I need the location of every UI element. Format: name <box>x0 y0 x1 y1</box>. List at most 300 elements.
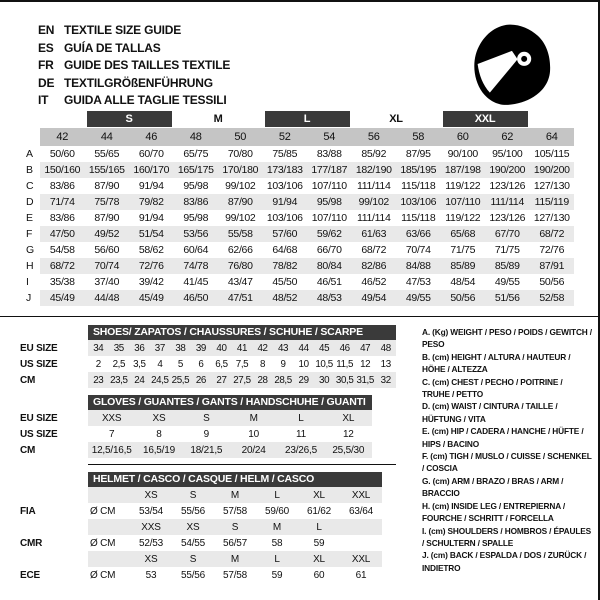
helmet-standard-label: CMR <box>20 537 43 549</box>
measurement-cell: 60/70 <box>138 148 164 160</box>
measurement-row <box>22 162 574 178</box>
section-cell: 2,5 <box>112 358 125 370</box>
measurement-cell: 95/98 <box>183 212 209 224</box>
section-title-row <box>20 471 398 487</box>
section-row <box>20 372 398 388</box>
helmet-size-header: XXL <box>351 553 371 565</box>
measurement-cell: 48/52 <box>272 292 298 304</box>
legend-item: C. (cm) CHEST / PECHO / POITRINE / TRUHE / PETTO <box>422 376 563 400</box>
language-title: TEXTILE SIZE GUIDE <box>64 23 182 37</box>
measurement-cell: 51/54 <box>138 228 164 240</box>
section-cell: S <box>203 412 210 424</box>
size-column-header: 52 <box>278 131 291 143</box>
measurement-cell: 59/62 <box>316 228 342 240</box>
measurement-cell: 65/68 <box>450 228 476 240</box>
language-code: DE <box>38 75 55 90</box>
section-cell: 2 <box>95 358 101 370</box>
measurement-cell: 105/115 <box>534 148 570 160</box>
measurement-row-label: A <box>26 148 33 160</box>
measurement-cell: 61/63 <box>361 228 387 240</box>
section-row-label: EU SIZE <box>20 342 58 354</box>
measurement-cell: 91/94 <box>138 212 164 224</box>
measurement-cell: 103/106 <box>266 212 303 224</box>
section-cell: 11,5 <box>336 358 354 370</box>
helmet-value-cell: 63/64 <box>348 505 374 517</box>
measurement-cell: 64/68 <box>272 244 298 256</box>
measurement-cell: 80/84 <box>316 260 342 272</box>
accessory-tables <box>20 324 398 589</box>
measurement-cell: 103/106 <box>400 196 437 208</box>
language-title-list <box>38 16 230 106</box>
measurement-row-label: C <box>26 180 34 192</box>
section-title-row <box>20 394 398 410</box>
textile-size-table <box>22 110 574 306</box>
measurement-cell: 111/114 <box>356 180 391 192</box>
language-row <box>38 92 230 110</box>
measurement-row-label: F <box>26 228 33 240</box>
language-row <box>38 57 230 75</box>
section-cell: 25,5/30 <box>332 444 365 456</box>
measurement-cell: 49/52 <box>94 228 120 240</box>
section-cell: M <box>249 412 258 424</box>
section-row-label: US SIZE <box>20 358 58 370</box>
size-number-row <box>22 128 574 146</box>
measurement-cell: 115/118 <box>401 212 436 224</box>
measurement-row <box>22 258 574 274</box>
measurement-cell: 87/91 <box>539 260 565 272</box>
measurement-cell: 85/92 <box>361 148 387 160</box>
measurement-cells <box>40 178 574 194</box>
section-cell: 24 <box>134 374 145 386</box>
measurement-cell: 75/78 <box>94 196 120 208</box>
section-cell: 47 <box>360 342 371 354</box>
section-row-label: CM <box>20 444 36 456</box>
measurement-cell: 95/98 <box>183 180 209 192</box>
measurement-cell: 87/90 <box>227 196 253 208</box>
measurement-cell: 65/75 <box>183 148 209 160</box>
measurement-cell: 68/72 <box>361 244 387 256</box>
measurement-cell: 46/50 <box>183 292 209 304</box>
measurement-row-label: G <box>26 244 34 256</box>
helmet-value-cell: 60 <box>313 569 325 581</box>
measurement-cell: 87/90 <box>94 180 120 192</box>
helmet-value-cells <box>88 567 382 583</box>
measurement-cell: 74/78 <box>183 260 209 272</box>
measurement-cell: 99/102 <box>358 196 389 208</box>
measurement-cell: 150/160 <box>44 164 81 176</box>
section-row-cells <box>88 442 372 458</box>
measurement-cell: 48/53 <box>316 292 342 304</box>
legend-item: A. (Kg) WEIGHT / PESO / POIDS / GEWITCH / PESO <box>422 327 592 350</box>
section-cell: 12,5/16,5 <box>91 444 132 456</box>
measurement-cells <box>40 146 574 162</box>
diameter-unit-label: Ø CM <box>90 569 116 581</box>
measurement-cell: 49/54 <box>361 292 387 304</box>
legend-item: F. (cm) TIGH / MUSLO / CUISSE / SCHENKEL / COSCIA <box>422 451 592 474</box>
measurement-cell: 58/62 <box>138 244 164 256</box>
measurement-cell: 87/90 <box>94 212 120 224</box>
measurement-cell: 83/86 <box>183 196 209 208</box>
section-cell: 26 <box>195 374 206 386</box>
section-cell: 45 <box>319 342 330 354</box>
size-number-cells <box>40 128 574 146</box>
helmet-size-row <box>20 551 398 567</box>
measurement-cell: 45/49 <box>49 292 75 304</box>
measurement-cell: 84/88 <box>405 260 431 272</box>
measurement-cell: 170/180 <box>222 164 259 176</box>
size-band-spacer <box>40 111 83 127</box>
helmet-value-cell: 55/56 <box>180 505 206 517</box>
section-cell: 23,5 <box>110 374 128 386</box>
measurement-cell: 55/65 <box>94 148 120 160</box>
section-cell: XS <box>152 412 166 424</box>
measurement-cell: 91/94 <box>138 180 164 192</box>
size-column-header: 48 <box>189 131 202 143</box>
shoes-title: SHOES/ ZAPATOS / CHAUSSURES / SCHUHE / SCARPE <box>88 325 396 340</box>
section-cell: 30 <box>319 374 330 386</box>
measurement-cell: 83/88 <box>316 148 342 160</box>
measurement-cell: 71/75 <box>450 244 476 256</box>
measurement-cell: 111/114 <box>490 196 525 208</box>
measurement-cell: 155/165 <box>88 164 125 176</box>
section-cell: 28,5 <box>274 374 292 386</box>
helmet-size-header: L <box>274 489 280 501</box>
section-cell: 27,5 <box>233 374 251 386</box>
measurement-cells <box>40 162 574 178</box>
section-cell: 23 <box>93 374 104 386</box>
measurement-cell: 46/52 <box>361 276 387 288</box>
helmet-size-header: S <box>189 553 197 565</box>
measurement-cell: 119/122 <box>445 212 481 224</box>
section-cell: 40 <box>216 342 227 354</box>
measurement-cell: 160/170 <box>133 164 170 176</box>
measurement-row <box>22 290 574 306</box>
helmet-value-cell: 57/58 <box>222 505 248 517</box>
helmet-size-header: L <box>274 553 280 565</box>
measurement-cell: 127/130 <box>533 212 570 224</box>
size-column-header: 46 <box>145 131 158 143</box>
measurement-row <box>22 242 574 258</box>
section-cell: 12 <box>360 358 371 370</box>
section-cell: 36 <box>134 342 145 354</box>
measurement-cell: 115/118 <box>401 180 436 192</box>
size-band-xxl: XXL <box>443 111 528 127</box>
measurement-row-label: I <box>26 276 29 288</box>
legend-item: G. (cm) ARM / BRAZO / BRAS / ARM / BRACCIO <box>422 475 564 499</box>
section-row <box>20 356 398 372</box>
section-row-label: EU SIZE <box>20 412 58 424</box>
measurement-row <box>22 194 574 210</box>
helmet-value-row <box>20 567 398 583</box>
gloves-title: GLOVES / GUANTES / GANTS / HANDSCHUHE / GUANTI <box>88 395 372 410</box>
helmet-value-cell: 57/58 <box>222 569 248 581</box>
section-row-cells <box>88 426 372 442</box>
size-band-l: L <box>265 111 350 127</box>
gloves-table <box>20 394 398 458</box>
measurement-cell: 190/200 <box>533 164 570 176</box>
measurement-cell: 107/110 <box>311 180 347 192</box>
measurement-cell: 47/53 <box>405 276 431 288</box>
helmet-value-cell: 61/62 <box>306 505 332 517</box>
measurement-cell: 63/66 <box>405 228 431 240</box>
measurement-cell: 45/50 <box>272 276 298 288</box>
section-cell: 28 <box>257 374 268 386</box>
measurement-cell: 87/95 <box>405 148 431 160</box>
size-column-header: 62 <box>501 131 514 143</box>
measurement-cell: 49/55 <box>494 276 520 288</box>
helmet-size-header: XL <box>313 553 325 565</box>
measurement-cell: 82/86 <box>361 260 387 272</box>
measurement-row-label: J <box>26 292 31 304</box>
helmet-value-row <box>20 503 398 519</box>
language-code: IT <box>38 93 49 107</box>
section-title-row <box>20 324 398 340</box>
language-code: EN <box>38 23 55 37</box>
language-code: ES <box>38 40 54 55</box>
measurement-cell: 50/56 <box>450 292 476 304</box>
section-cell: 18/21,5 <box>190 444 223 456</box>
language-title: GUIDE DES TAILLES TEXTILE <box>64 58 231 72</box>
diameter-unit-label: Ø CM <box>90 505 116 517</box>
measurement-cell: 53/56 <box>183 228 209 240</box>
section-cell: 11 <box>295 428 306 440</box>
language-title: GUIDA ALLE TAGLIE TESSILI <box>64 93 227 107</box>
measurement-cell: 57/60 <box>272 228 298 240</box>
section-cell: 31,5 <box>356 374 374 386</box>
section-cell: XXS <box>101 412 122 424</box>
measurement-cell: 187/198 <box>444 164 481 176</box>
measurement-row <box>22 274 574 290</box>
measurement-cell: 99/102 <box>225 212 256 224</box>
measurement-cell: 123/126 <box>489 180 526 192</box>
section-cell: 38 <box>175 342 186 354</box>
measurement-cell: 68/72 <box>49 260 75 272</box>
measurement-cell: 70/80 <box>227 148 253 160</box>
measurement-cell: 45/49 <box>138 292 164 304</box>
measurement-cell: 50/60 <box>49 148 75 160</box>
helmet-standard-label: ECE <box>20 569 40 581</box>
lower-section <box>0 317 598 589</box>
measurement-row <box>22 178 574 194</box>
section-row <box>20 410 398 426</box>
diameter-unit-label: Ø CM <box>90 537 116 549</box>
measurement-cell: 66/70 <box>316 244 342 256</box>
helmet-size-header: XXL <box>351 489 371 501</box>
measurement-cell: 107/110 <box>311 212 347 224</box>
measurement-cell: 127/130 <box>533 180 570 192</box>
measurement-cell: 56/60 <box>94 244 120 256</box>
section-cell: XL <box>342 412 355 424</box>
section-cell: 46 <box>339 342 350 354</box>
measurement-cell: 95/98 <box>316 196 342 208</box>
section-cell: 34 <box>93 342 104 354</box>
measurement-cell: 190/200 <box>489 164 526 176</box>
measurement-cell: 70/74 <box>94 260 120 272</box>
measurement-cell: 177/187 <box>311 164 348 176</box>
measurement-cell: 67/70 <box>494 228 520 240</box>
section-cell: 24,5 <box>151 374 169 386</box>
size-band-spacer <box>532 111 575 127</box>
size-column-header: 42 <box>56 131 69 143</box>
measurement-cell: 72/76 <box>138 260 164 272</box>
helmet-value-cell: 61 <box>355 569 367 581</box>
section-cell: 27 <box>216 374 227 386</box>
measurement-cell: 91/94 <box>272 196 298 208</box>
measurement-cells <box>40 258 574 274</box>
helmet-value-cell: 56/57 <box>222 537 248 549</box>
section-cell: 7 <box>108 428 115 440</box>
measurement-cell: 75/85 <box>272 148 298 160</box>
section-row-cells <box>88 410 372 426</box>
section-cell: 32 <box>380 374 391 386</box>
measurement-row-label: H <box>26 260 34 272</box>
section-row <box>20 426 398 442</box>
measurement-row <box>22 226 574 242</box>
section-row-cells <box>88 372 396 388</box>
legend-item: I. (cm) SHOULDERS / HOMBROS / ÉPAULES / SCHULTERN / SPALLE <box>422 525 592 548</box>
section-cell: 42 <box>257 342 268 354</box>
section-cell: 9 <box>203 428 209 440</box>
measurement-cell: 182/190 <box>355 164 392 176</box>
helmet-divider <box>88 464 396 465</box>
helmet-title: HELMET / CASCO / CASQUE / HELM / CASCO <box>88 472 382 487</box>
size-band-cells <box>40 110 574 128</box>
section-cell: 6 <box>198 358 204 370</box>
size-column-header: 44 <box>100 131 113 143</box>
measurement-cell: 111/114 <box>356 212 391 224</box>
measurement-cell: 60/64 <box>183 244 209 256</box>
measurement-cell: 76/80 <box>227 260 253 272</box>
section-row <box>20 340 398 356</box>
section-cell: 4 <box>157 358 163 370</box>
helmet-size-header: S <box>189 489 197 501</box>
helmet-size-header: XL <box>313 489 325 501</box>
measurement-cell: 44/48 <box>94 292 120 304</box>
size-band-m: M <box>213 113 223 125</box>
helmet-value-cells <box>88 535 382 551</box>
language-title: GUÍA DE TALLAS <box>64 40 161 55</box>
measurement-cell: 39/42 <box>138 276 164 288</box>
helmet-size-header: XS <box>144 553 158 565</box>
measurement-cell: 79/82 <box>138 196 164 208</box>
helmet-size-header: S <box>231 521 239 533</box>
language-row <box>38 40 230 58</box>
section-cell: L <box>298 412 304 424</box>
size-band-row <box>22 110 574 128</box>
section-cell: 5 <box>177 358 183 370</box>
measurement-cell: 50/56 <box>539 276 565 288</box>
measurement-row <box>22 146 574 162</box>
measurement-cell: 37/40 <box>94 276 120 288</box>
helmet-size-cells <box>88 551 382 567</box>
helmet-size-cells <box>88 519 382 535</box>
helmet-size-row <box>20 487 398 503</box>
size-column-header: 58 <box>412 131 425 143</box>
helmet-value-cell: 58 <box>271 537 283 549</box>
measurement-cell: 103/106 <box>266 180 303 192</box>
legend-item: D. (cm) WAIST / CINTURA / TAILLE / HÜFTUNG / VITA <box>422 401 558 424</box>
measurement-cell: 83/86 <box>49 180 75 192</box>
measurement-cell: 55/58 <box>227 228 253 240</box>
measurement-cell: 90/100 <box>447 148 478 160</box>
section-row-cells <box>88 356 396 372</box>
legend-item: H. (cm) INSIDE LEG / ENTREPIERNA / FOURCHE / SCHRITT / FORCELLA <box>422 500 566 524</box>
section-row-cells <box>88 340 396 356</box>
section-cell: 10,5 <box>315 358 333 370</box>
measurement-cell: 41/45 <box>183 276 209 288</box>
section-cell: 48 <box>380 342 391 354</box>
measurement-cells <box>40 210 574 226</box>
helmet-value-cell: 54/55 <box>180 537 206 549</box>
size-band-xl: XL <box>389 113 403 125</box>
measurement-cell: 72/76 <box>539 244 565 256</box>
size-column-header: 64 <box>545 131 558 143</box>
size-band-s: S <box>87 111 172 127</box>
helmet-table <box>20 471 398 583</box>
section-cell: 3,5 <box>133 358 146 370</box>
page-header <box>0 2 598 106</box>
measurement-cells <box>40 290 574 306</box>
measurement-cell: 49/55 <box>405 292 431 304</box>
measurement-cell: 85/89 <box>450 260 476 272</box>
measurement-row-label: D <box>26 196 34 208</box>
measurement-cell: 48/54 <box>450 276 476 288</box>
measurement-row-label: E <box>26 212 33 224</box>
legend-item: B. (cm) HEIGHT / ALTURA / HAUTEUR / HÖHE / ALTEZZA <box>422 351 571 375</box>
section-cell: 23/26,5 <box>284 444 317 456</box>
helmet-icon <box>464 16 558 112</box>
helmet-value-row <box>20 535 398 551</box>
section-cell: 30,5 <box>335 374 354 386</box>
section-cell: 20/24 <box>241 444 266 456</box>
section-cell: 13 <box>380 358 391 370</box>
helmet-value-cell: 52/53 <box>138 537 164 549</box>
section-cell: 25,5 <box>171 374 190 386</box>
section-cell: 8 <box>156 428 162 440</box>
helmet-value-cell: 59/60 <box>264 505 290 517</box>
section-cell: 43 <box>277 342 289 354</box>
helmet-value-cell: 55/56 <box>180 569 206 581</box>
section-cell: 41 <box>236 342 248 354</box>
measurement-cells <box>40 274 574 290</box>
helmet-value-cell: 53/54 <box>138 505 164 517</box>
helmet-size-cells <box>88 487 382 503</box>
section-cell: 8 <box>259 358 266 370</box>
helmet-standard-label: FIA <box>20 505 36 517</box>
measurement-cell: 71/74 <box>49 196 75 208</box>
section-cell: 29 <box>298 374 309 386</box>
section-cell: 39 <box>195 342 206 354</box>
measurement-cell: 185/195 <box>400 164 437 176</box>
measurement-cell: 83/86 <box>49 212 75 224</box>
measurement-row-label: B <box>26 164 33 176</box>
measurement-cell: 62/66 <box>227 244 253 256</box>
measurement-cell: 107/110 <box>445 196 481 208</box>
measurement-cells <box>40 226 574 242</box>
measurement-cell: 165/175 <box>177 164 214 176</box>
measurement-cell: 46/51 <box>316 276 342 288</box>
legend-item: E. (cm) HIP / CADERA / HANCHE / HÜFTE / HIPS / BACINO <box>422 426 584 449</box>
measurement-cell: 35/38 <box>49 276 75 288</box>
size-column-header: 60 <box>456 131 469 143</box>
measurement-cell: 43/47 <box>227 276 253 288</box>
measurement-cell: 71/75 <box>494 244 520 256</box>
measurement-cell: 54/58 <box>49 244 75 256</box>
size-column-header: 50 <box>234 131 247 143</box>
size-column-header: 56 <box>367 131 380 143</box>
measurement-cell: 68/72 <box>539 228 565 240</box>
helmet-size-header: XS <box>144 489 158 501</box>
